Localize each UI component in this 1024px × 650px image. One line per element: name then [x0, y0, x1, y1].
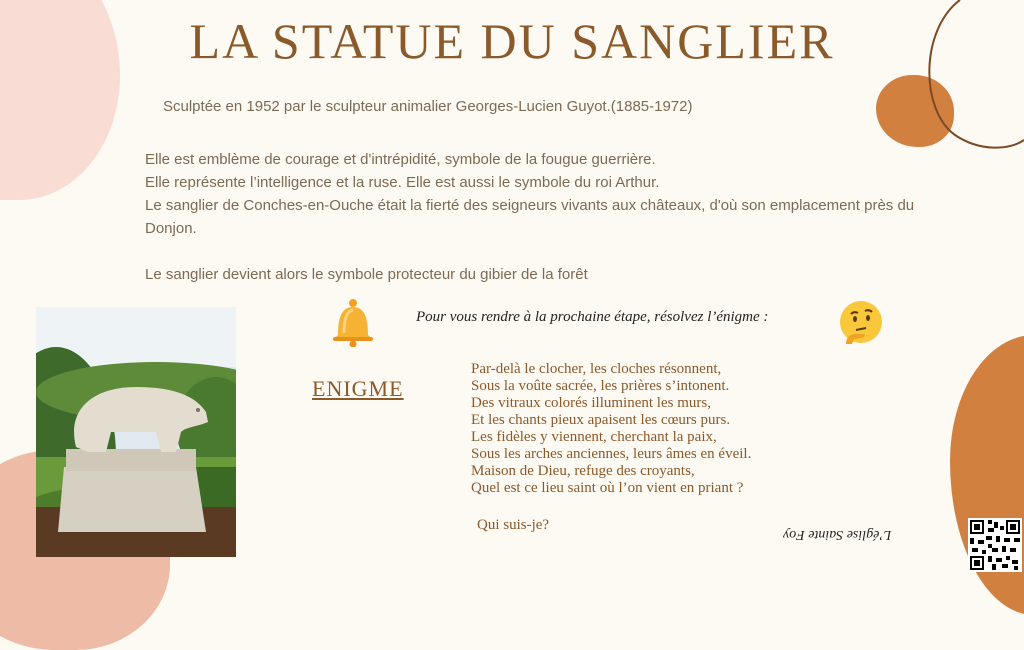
- paragraph-intelligence: Elle représente l’intelligence et la ruse. Elle est aussi le symbole du roi Arthur.: [145, 174, 660, 191]
- riddle-question: Qui suis-je?: [477, 517, 550, 533]
- poem-line: Sous les arches anciennes, leurs âmes en éveil.: [471, 446, 752, 462]
- bell-icon: [330, 297, 376, 347]
- riddle-poem: [471, 361, 751, 497]
- poem-line: Des vitraux colorés illuminent les murs,: [471, 395, 711, 411]
- paragraph-courage: Elle est emblème de courage et d'intrépidité, symbole de la fougue guerrière.: [145, 151, 656, 168]
- poem-line: Les fidèles y viennent, cherchant la paix,: [471, 429, 717, 445]
- page-title: LA STATUE DU SANGLIER: [189, 13, 835, 69]
- poem-line: Quel est ce lieu saint où l’on vient en priant ?: [471, 480, 744, 496]
- subtitle: Sculptée en 1952 par le sculpteur animalier Georges-Lucien Guyot.(1885-1972): [163, 98, 693, 115]
- enigme-heading: ENIGME: [312, 376, 404, 401]
- upside-down-answer: L’église Sainte Foy: [783, 527, 892, 542]
- instruction-text: Pour vous rendre à la prochaine étape, résolvez l’énigme :: [416, 309, 769, 325]
- paragraph-seigneurs: Le sanglier de Conches-en-Ouche était la fierté des seigneurs vivants aux châteaux, d'où son emplacement près du Donjon.: [145, 197, 915, 237]
- boar-statue-photo: [36, 307, 236, 557]
- thinking-face-icon: [838, 300, 884, 346]
- poem-line: Sous la voûte sacrée, les prières s’intonent.: [471, 378, 730, 394]
- description-text: [145, 148, 965, 286]
- paragraph-closing: Le sanglier devient alors le symbole protecteur du gibier de la forêt: [145, 266, 588, 283]
- poem-line: Et les chants pieux apaisent les cœurs purs.: [471, 412, 731, 428]
- poem-line: Par-delà le clocher, les cloches résonnent,: [471, 361, 722, 377]
- qr-code-icon[interactable]: [968, 518, 1022, 572]
- decorative-orange-blob: [950, 335, 1024, 615]
- poem-line: Maison de Dieu, refuge des croyants,: [471, 463, 695, 479]
